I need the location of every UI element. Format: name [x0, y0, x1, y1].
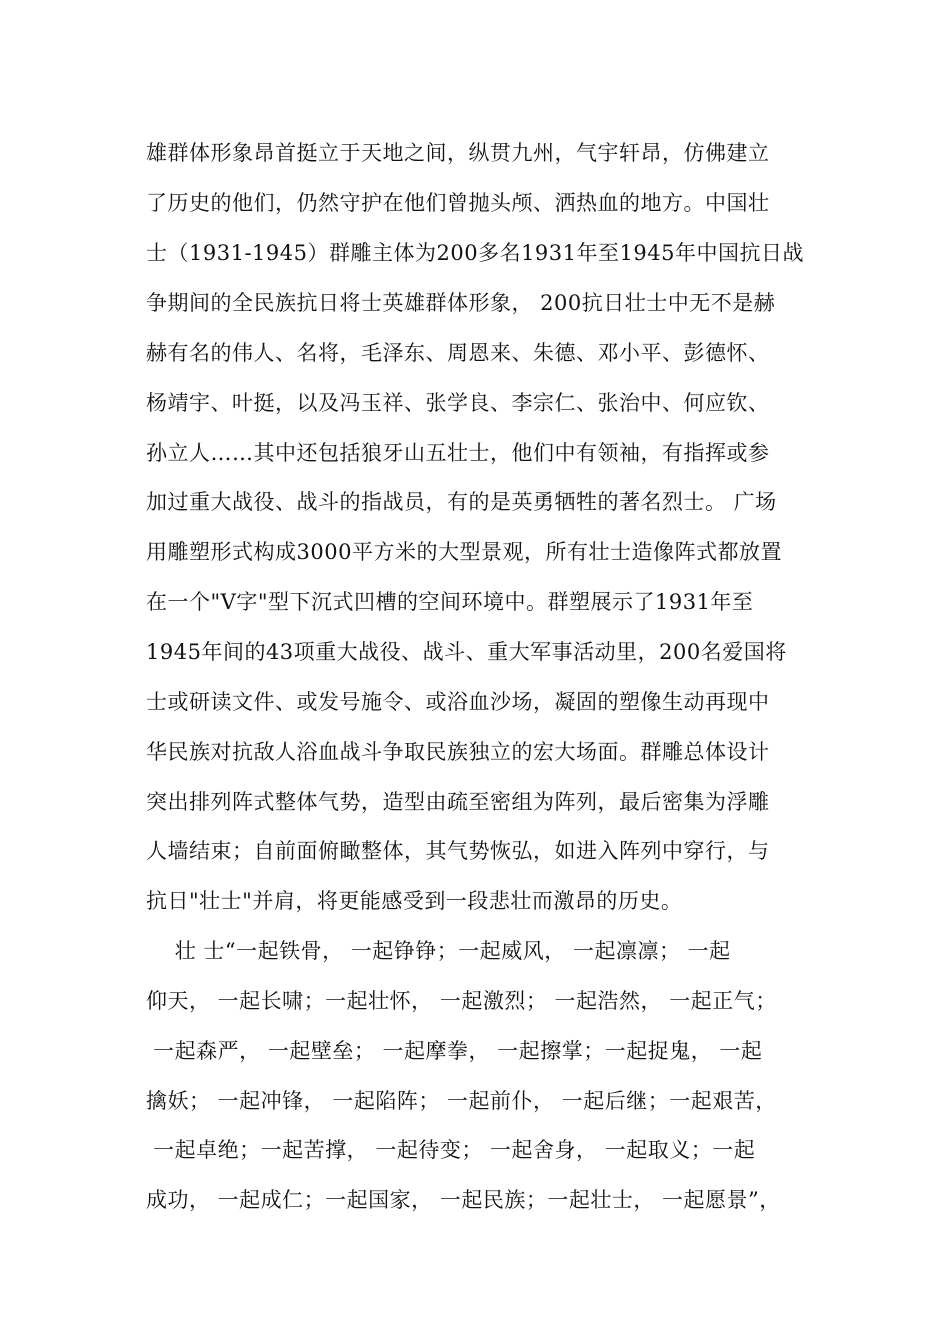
text-line: 了历史的他们，仍然守护在他们曾抛头颅、洒热血的地方。中国壮 — [146, 191, 770, 215]
text-line: 人墙结束；自前面俯瞰整体，其气势恢弘，如进入阵列中穿行，与 — [146, 839, 770, 863]
text-line: 壮 士“一起铁骨， 一起铮铮；一起威风， 一起凛凛； 一起 — [146, 939, 731, 963]
text-line: 一起卓绝；一起苦撑， 一起待变； 一起舍身， 一起取义；一起 — [146, 1138, 756, 1162]
text-line: 杨靖宇、叶挺，以及冯玉祥、张学良、李宗仁、张治中、何应钦、 — [146, 391, 770, 415]
text-line: 在一个"V字"型下沉式凹槽的空间环境中。群塑展示了1931年至 — [146, 590, 754, 614]
text-line: 1945年间的43项重大战役、战斗、重大军事活动里，200名爱国将 — [146, 640, 787, 664]
text-line: 突出排列阵式整体气势，造型由疏至密组为阵列，最后密集为浮雕 — [146, 790, 770, 814]
text-line: 一起森严， 一起壁垒； 一起摩拳， 一起擦掌；一起捉鬼， 一起 — [146, 1039, 763, 1063]
text-line: 孙立人……其中还包括狼牙山五壮士，他们中有领袖，有指挥或参 — [146, 441, 770, 465]
text-line: 赫有名的伟人、名将，毛泽东、周恩来、朱德、邓小平、彭德怀、 — [146, 341, 770, 365]
text-line: 华民族对抗敌人浴血战斗争取民族独立的宏大场面。群雕总体设计 — [146, 740, 770, 764]
text-line: 擒妖； 一起冲锋， 一起陷阵； 一起前仆， 一起后继；一起艰苦， — [146, 1089, 777, 1113]
text-line: 仰天， 一起长啸；一起壮怀， 一起激烈； 一起浩然， 一起正气； — [146, 989, 777, 1013]
text-line: 雄群体形象昂首挺立于天地之间，纵贯九州，气宇轩昂，仿佛建立 — [146, 141, 770, 165]
text-line: 用雕塑形式构成3000平方米的大型景观，所有壮士造像阵式都放置 — [146, 540, 782, 564]
text-line: 士（1931-1945）群雕主体为200多名1931年至1945年中国抗日战 — [146, 241, 804, 265]
text-line: 成功， 一起成仁；一起国家， 一起民族；一起壮士， 一起愿景”， — [146, 1188, 781, 1212]
text-line: 争期间的全民族抗日将士英雄群体形象， 200抗日壮士中无不是赫 — [146, 291, 776, 315]
text-line: 士或研读文件、或发号施令、或浴血沙场，凝固的塑像生动再现中 — [146, 690, 770, 714]
text-line: 加过重大战役、战斗的指战员，有的是英勇牺牲的著名烈士。 广场 — [146, 490, 777, 514]
text-line: 抗日"壮士"并肩，将更能感受到一段悲壮而激昂的历史。 — [146, 889, 683, 913]
